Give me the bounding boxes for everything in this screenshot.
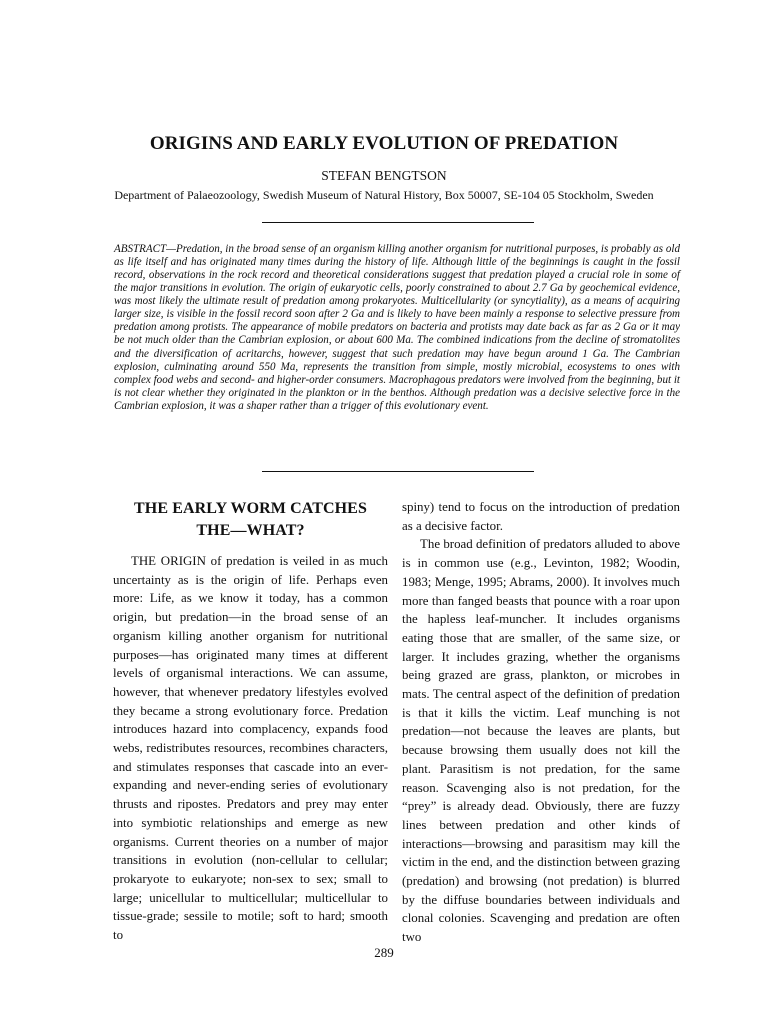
author-name: STEFAN BENGTSON (321, 168, 447, 183)
body-paragraph: THE ORIGIN of predation is veiled in as much uncertainty as is the origin of life. Perhaps even more: Life, as we know it today, has a common origin, but predation—in the broad sense of an organism killing another organism for nutritional purposes—has originated many times at different levels of organismal interactions. We can assume, however, that whenever predatory lifestyles evolved they became a strong evolutionary force. Predation introduces hazard into complacency, expands food webs, redistributes resources, recombines characters, and stimulates responses that cascade into an ever-expanding and never-ending series of evolutionary thrusts and ripostes. Predators and prey may enter into symbiotic relationships and emerge as new organisms. Current theories on a number of major transitions in evolution (non-cellular to cellular; prokaryote to eukaryote; non-sex to sex; small to large; unicellular to multicellular; multicellular to tissue-grade; sessile to motile; soft to hard; smooth to (113, 554, 388, 943)
left-column (113, 496, 388, 945)
section-heading (113, 496, 388, 542)
section-heading-line-1: THE EARLY WORM CATCHES (134, 500, 367, 517)
page-number: 289 (374, 945, 394, 960)
paper-title: ORIGINS AND EARLY EVOLUTION OF PREDATION (149, 133, 619, 154)
right-column (402, 498, 680, 947)
body-paragraph-continued: spiny) tend to focus on the introduction of predation as a decisive factor. (402, 500, 680, 533)
author-affiliation: Department of Palaeozoology, Swedish Museum of Natural History, Box 50007, SE-104 05 Stockholm, Sweden (114, 188, 654, 202)
abstract: ABSTRACT—Predation, in the broad sense of an organism killing another organism for nutritional purposes, is probably as old as life itself and has originated many times during the history of life. Although little of the beginnings is caught in the fossil record, observations in the rock record and theoretical considerations suggest that predation played a crucial role in some of the major transitions in evolution. The origin of eukaryotic cells, poorly constrained to about 2.7 Ga by geochemical evidence, was most likely the ultimate result of predation among prokaryotes. Multicellularity (or syncytiality), as a means of acquiring larger size, is visible in the fossil record soon after 2 Ga and is likely to have been mainly a response to selective pressure from predation among protists. The appearance of mobile predators on bacteria and protists may date back as far as 2 Ga or it may be not much older than the Cambrian explosion, or about 600 Ma. The combined indications from the decline of stromatolites and the diversification of acritarchs, however, suggest that such predation may have begun around 1 Ga. The Cambrian explosion, culminating around 550 Ma, represents the transition from simple, mostly microbial, ecosystems to ones with complex food webs and second- and higher-order consumers. Macrophagous predators were involved from the beginning, but it is not clear whether they originated in the plankton or in the benthos. Although predation was a decisive selective force in the Cambrian explosion, it was a shaper rather than a trigger of this evolutionary event. (114, 243, 680, 412)
section-heading-line-2: THE—WHAT? (196, 522, 305, 539)
divider-bottom (262, 471, 534, 472)
divider-top (262, 222, 534, 223)
body-paragraph: The broad definition of predators alluded to above is in common use (e.g., Levinton, 1982; Woodin, 1983; Menge, 1995; Abrams, 2000). It involves much more than fanged beasts that pounce with a roar upon the hapless leaf-muncher. It includes organisms eating those that are smaller, of the same size, or larger. It includes grazing, whether the organisms being grazed are grass, plankton, or microbes in mats. The central aspect of the definition of predation is that it kills the victim. Leaf munching is not predation—not because the leaves are plants, but because browsing them usually does not kill the plant. Parasitism is not predation, for the same reason. Scavenging also is not predation, for the “prey” is already dead. Obviously, there are fuzzy lines between predation and other kinds of interactions—browsing and parasitism may kill the victim in the end, and the distinction between grazing (predation) and browsing (not predation) is blurred by the diffuse boundaries between individuals and clonal colonies. Scavenging and predation are often two (402, 537, 680, 945)
